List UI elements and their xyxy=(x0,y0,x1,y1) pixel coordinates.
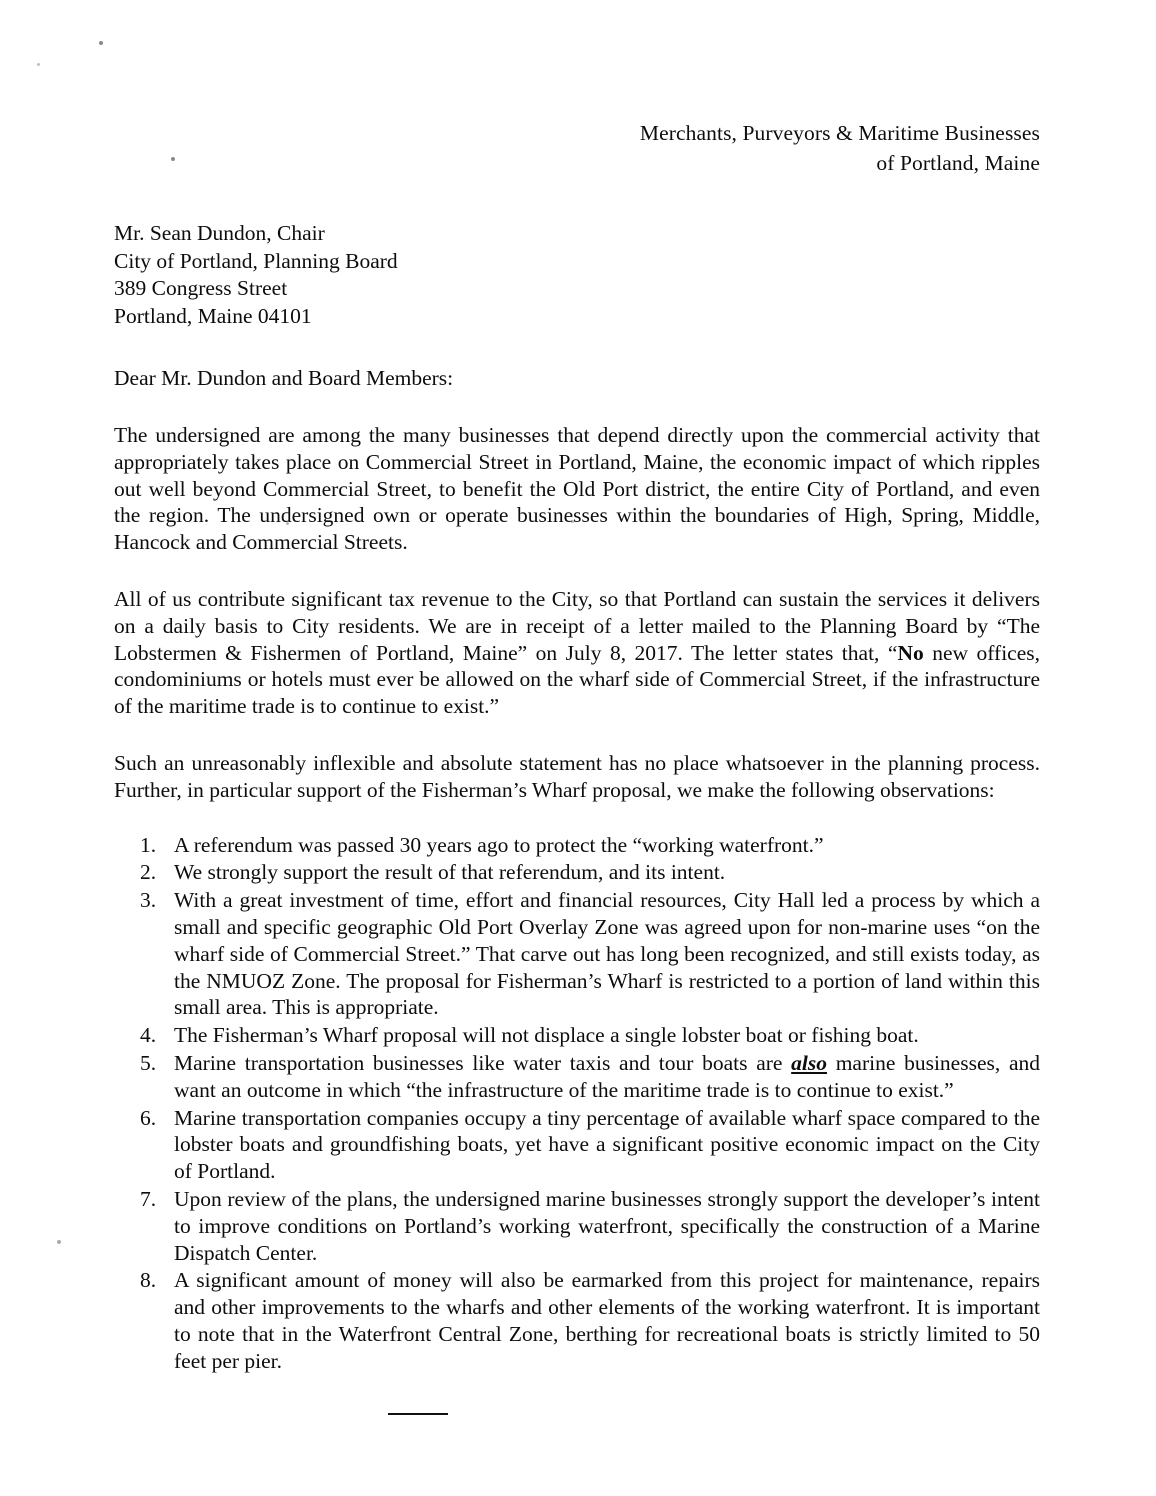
list-item-text-before: Marine transportation businesses like water taxis and tour boats are xyxy=(174,1050,792,1075)
list-item xyxy=(114,1022,1040,1049)
list-item xyxy=(114,887,1040,1021)
list-item xyxy=(114,859,1040,886)
list-item-text: With a great investment of time, effort and financial resources, City Hall led a process by which a small and specific geographic Old Port Overlay Zone was agreed upon for non-marine uses “on the wharf side of Commercial Street.” That carve out has long been recognized, and still exists today, as the NMUOZ Zone. The proposal for Fisherman’s Wharf is restricted to a portion of land within this small area. This is appropriate. xyxy=(174,888,1040,1020)
list-item xyxy=(114,832,1040,859)
list-item-text: A significant amount of money will also be earmarked from this project for maintenance, repairs and other improvements to the wharfs and other elements of the working waterfront. It is important to note that in the Waterfront Central Zone, berthing for recreational boats is strictly limited to 50 feet per pier. xyxy=(174,1268,1040,1373)
letter-content xyxy=(114,0,1040,1431)
list-item-text: Marine transportation companies occupy a tiny percentage of available wharf space compared to the lobster boats and groundfishing boats, yet have a significant positive economic impact on the City of Portland. xyxy=(174,1105,1040,1184)
paragraph-3: Such an unreasonably inflexible and absolute statement has no place whatsoever in the planning process. Further, in particular support of the Fisherman’s Wharf proposal, we make the following observations: xyxy=(114,750,1040,802)
paragraph-2-bold-no: No xyxy=(897,640,924,665)
address-line-city: Portland, Maine 04101 xyxy=(114,303,312,328)
list-item-text: We strongly support the result of that referendum, and its intent. xyxy=(174,860,726,885)
observations-list xyxy=(114,832,1040,1375)
scan-speck xyxy=(37,63,40,66)
list-item xyxy=(114,1105,1040,1185)
paragraph-2 xyxy=(114,586,1040,720)
paragraph-1: The undersigned are among the many businesses that depend directly upon the commercial activity that appropriately takes place on Commercial Street in Portland, Maine, the economic impact of which ripples out well beyond Commercial Street, to benefit the Old Port district, the entire City of Portland, and even the region. The undersigned own or operate businesses within the boundaries of High, Spring, Middle, Hancock and Commercial Streets. xyxy=(114,423,1040,555)
list-item xyxy=(114,1267,1040,1374)
list-item xyxy=(114,1186,1040,1266)
letterhead-line-1: Merchants, Purveyors & Maritime Businesses xyxy=(639,121,1040,145)
address-line-org: City of Portland, Planning Board xyxy=(114,248,398,273)
list-item-text: The Fisherman’s Wharf proposal will not displace a single lobster boat or fishing boat. xyxy=(174,1023,919,1048)
list-item-text: Upon review of the plans, the undersigned marine businesses strongly support the developer’s intent to improve conditions on Portland’s working waterfront, specifically the construction of a Marine Dispatch Center. xyxy=(174,1186,1040,1265)
address-line-name: Mr. Sean Dundon, Chair xyxy=(114,221,325,245)
address-line-street: 389 Congress Street xyxy=(114,276,288,300)
letterhead-line-2: of Portland, Maine xyxy=(876,151,1040,175)
salutation: Dear Mr. Dundon and Board Members: xyxy=(114,366,454,390)
recipient-address xyxy=(114,220,1040,330)
section-divider-wrap xyxy=(114,1401,1040,1431)
list-item-text: A referendum was passed 30 years ago to protect the “working waterfront.” xyxy=(174,832,824,857)
paragraph-2-part-1: All of us contribute significant tax revenue to the City, so that Portland can sustain the services it delivers on a daily basis to City residents. We are in receipt of a letter mailed to the Planning Board by “The Lobstermen & Fishermen of Portland, Maine” on July 8, 2017. The letter states that, “ xyxy=(114,586,1040,665)
horizontal-rule xyxy=(388,1413,448,1415)
scan-speck xyxy=(99,41,103,45)
letterhead xyxy=(114,118,1040,178)
list-item xyxy=(114,1050,1040,1104)
list-item-emphasis-also: also xyxy=(791,1050,827,1075)
paragraph-2-part-2: new offices, condominiums or hotels must ever be allowed on the wharf side of Commercial Street, if the infrastructure of the maritime trade is to continue to exist.” xyxy=(114,640,1040,719)
scan-speck xyxy=(57,1240,61,1244)
list-item-text-after: marine businesses, and want an outcome in which “the infrastructure of the maritime trade is to continue to exist.” xyxy=(174,1050,1040,1102)
